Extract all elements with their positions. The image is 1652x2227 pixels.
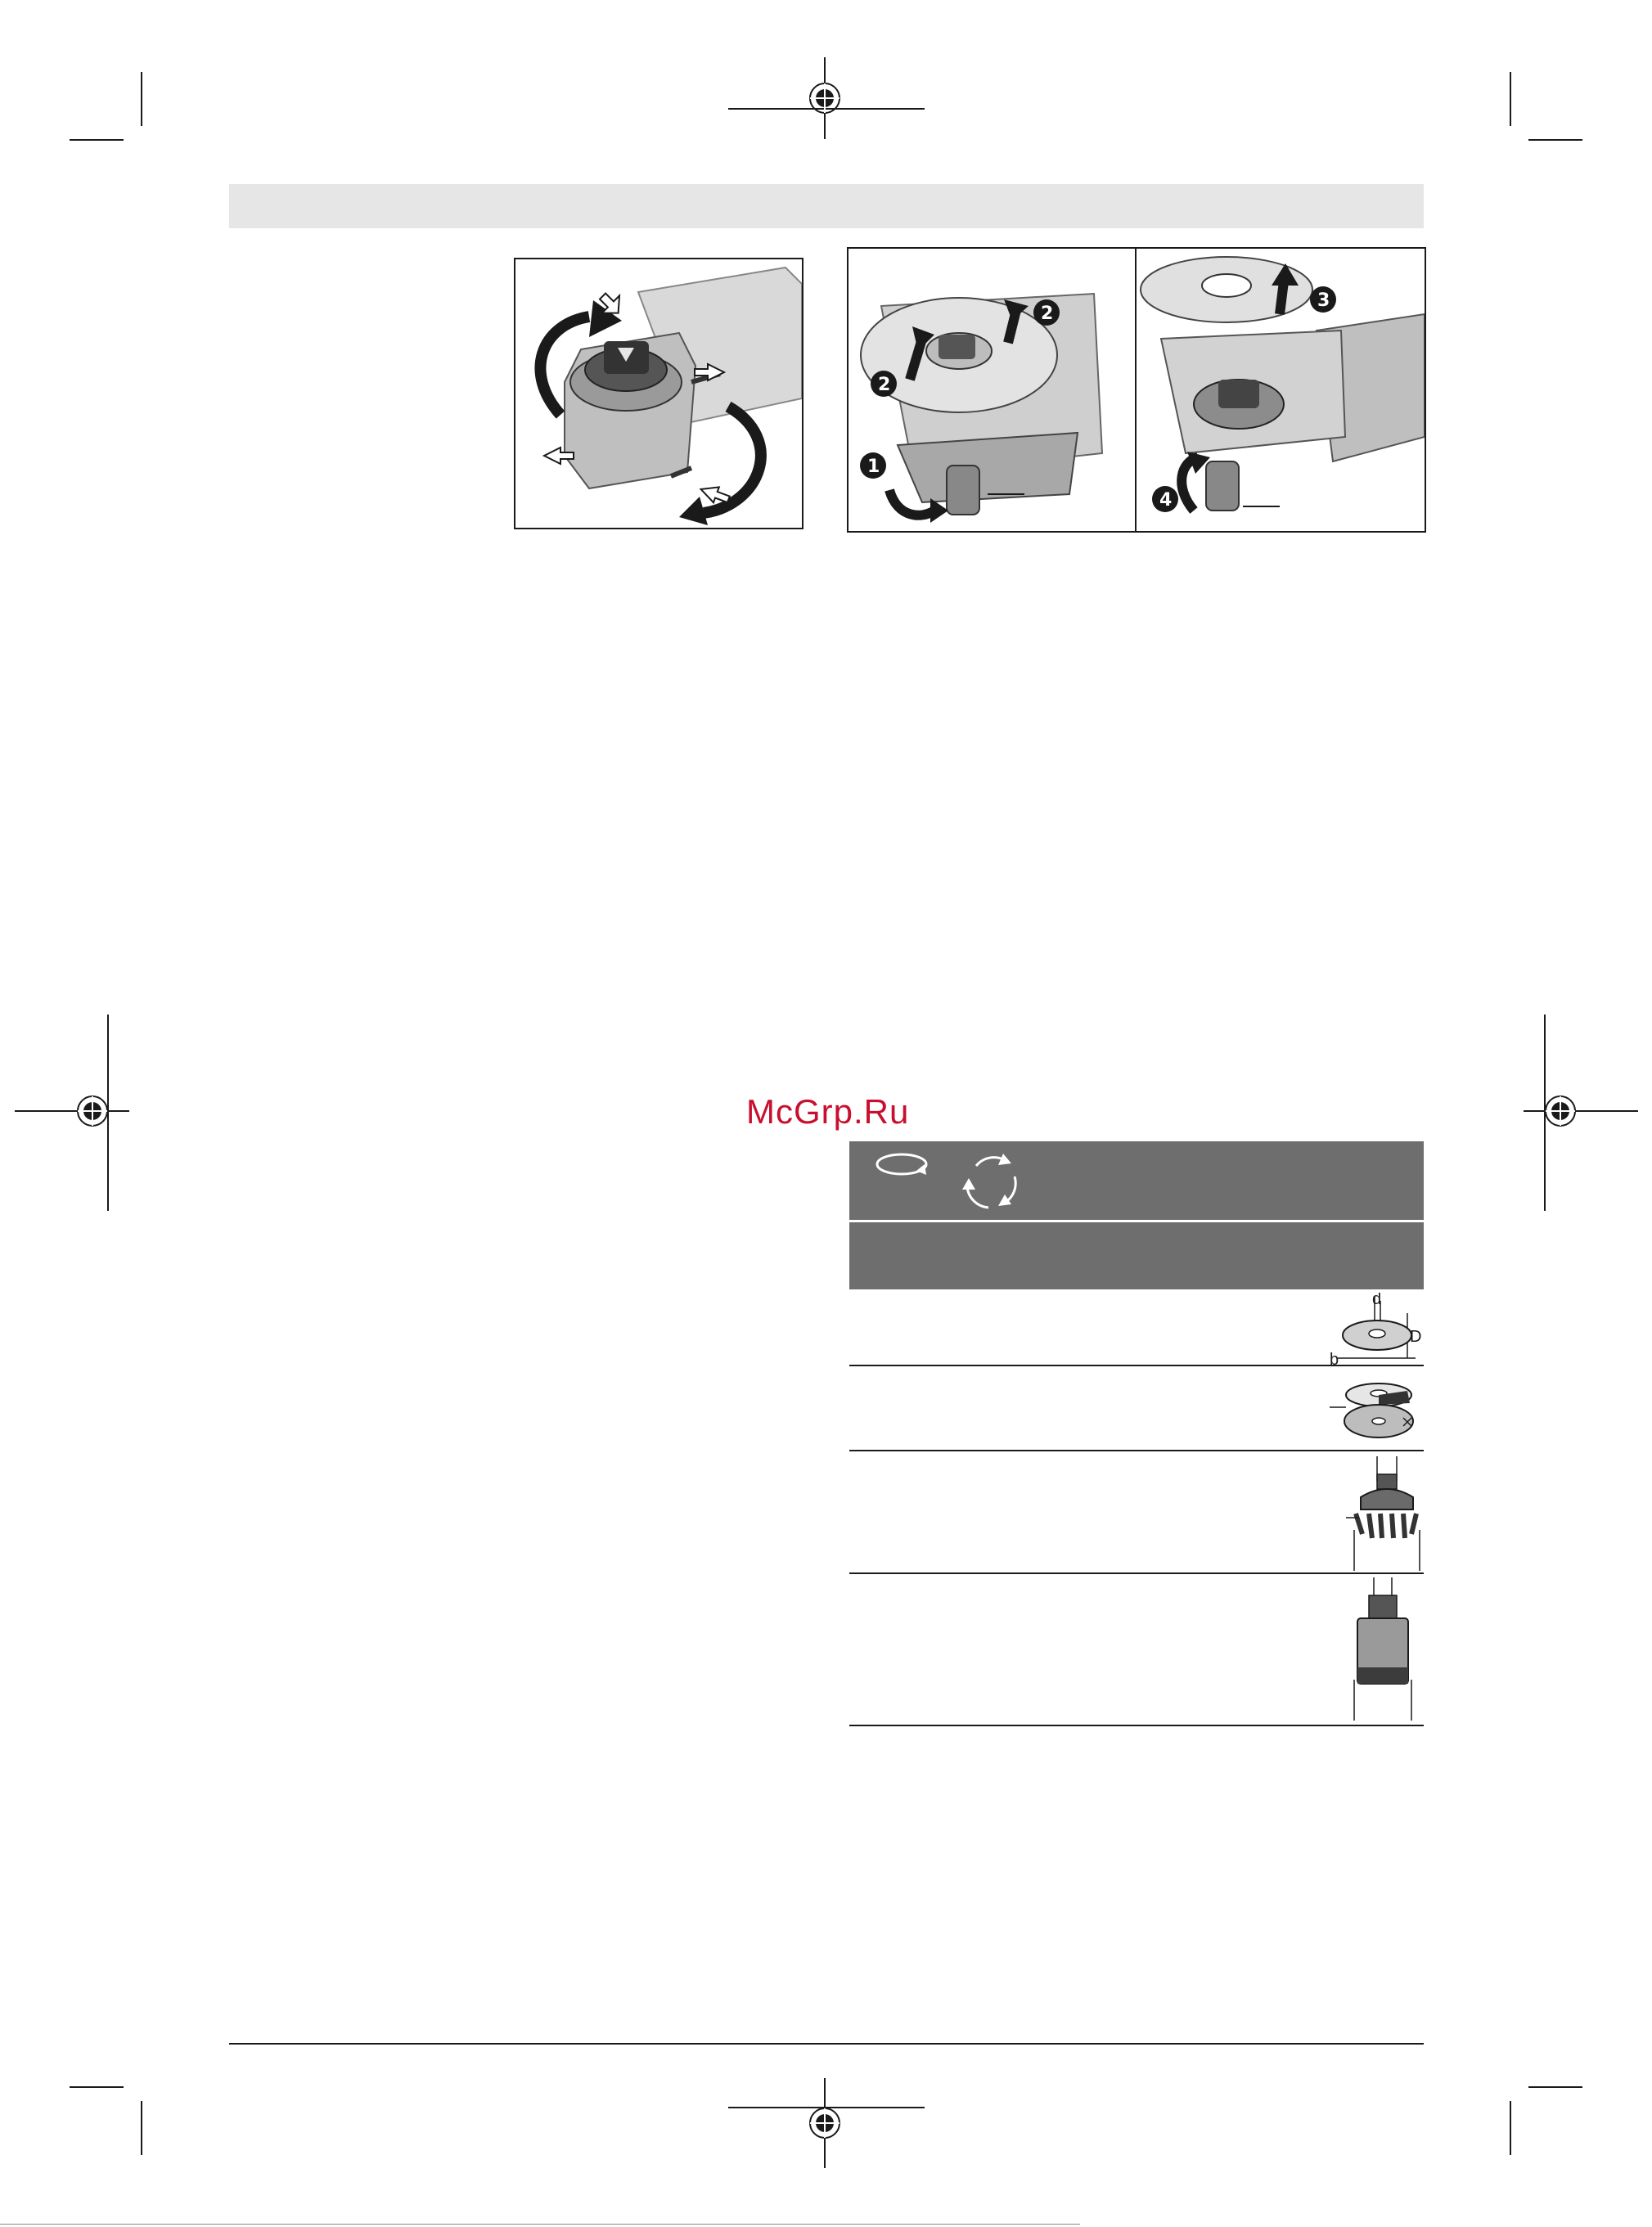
table-header-icons bbox=[849, 1141, 1424, 1220]
crop-mark bbox=[70, 2086, 124, 2088]
step-badge: 2 bbox=[878, 375, 891, 395]
step-badge: 2 bbox=[1041, 304, 1054, 324]
figure-guard-adjustment bbox=[514, 258, 803, 529]
crop-mark bbox=[141, 2101, 142, 2155]
recycle-icon bbox=[956, 1145, 1026, 1216]
disc-mounting-illustration bbox=[1137, 249, 1425, 531]
diamond-core-bit-icon bbox=[1338, 1577, 1424, 1721]
step-badge: 3 bbox=[1317, 290, 1330, 311]
bottom-slug-line bbox=[0, 2224, 1080, 2225]
registration-mark-left bbox=[15, 1015, 129, 1211]
registration-mark-bottom bbox=[728, 2078, 925, 2168]
step-badge: 1 bbox=[867, 457, 880, 477]
disc-removal-illustration bbox=[849, 249, 1135, 531]
page-header-bar bbox=[229, 184, 1424, 228]
registration-mark-top bbox=[728, 57, 925, 139]
table-row-divider bbox=[849, 1572, 1424, 1574]
table-header-columns bbox=[849, 1222, 1424, 1289]
crop-mark bbox=[1510, 2101, 1511, 2155]
crop-mark bbox=[1510, 72, 1511, 126]
dimension-label-b: b bbox=[1330, 1351, 1339, 1366]
crop-mark bbox=[70, 139, 124, 141]
footer-rule bbox=[229, 2043, 1424, 2045]
crop-mark bbox=[1528, 2086, 1582, 2088]
rotation-direction-icon bbox=[869, 1148, 934, 1181]
flap-disc-icon bbox=[1330, 1370, 1424, 1448]
crop-mark bbox=[141, 72, 142, 126]
watermark-text: McGrp.Ru bbox=[746, 1092, 910, 1131]
rotate-arrow-icon bbox=[515, 259, 802, 528]
dimension-label-d: d bbox=[1372, 1293, 1382, 1308]
crop-mark bbox=[1528, 139, 1582, 141]
cutting-disc-icon bbox=[1321, 1293, 1424, 1366]
registration-mark-right bbox=[1524, 1015, 1638, 1211]
table-row-divider bbox=[849, 1725, 1424, 1726]
cup-brush-icon bbox=[1338, 1456, 1424, 1571]
table-row-divider bbox=[849, 1450, 1424, 1451]
dimension-label-D: D bbox=[1410, 1328, 1422, 1346]
step-badge: 4 bbox=[1159, 490, 1173, 511]
figure-disc-change bbox=[847, 247, 1426, 533]
